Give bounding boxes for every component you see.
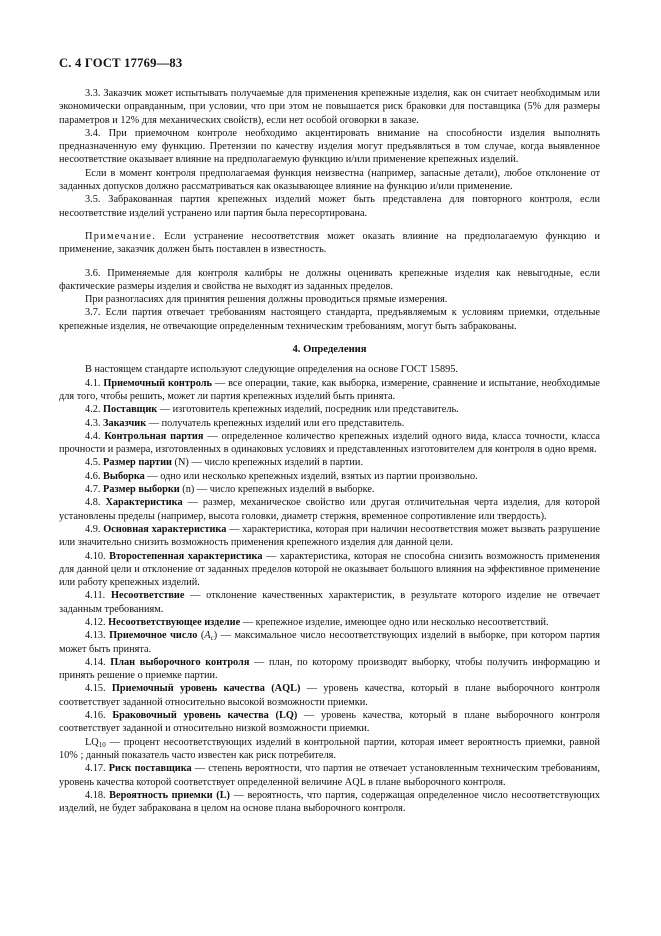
definitions-list bbox=[59, 377, 600, 816]
definition-item: 4.13. Приемочное число $(A_c)$ — максимальное число несоответствующих изделий в выборке, при котором партия может быть принята. bbox=[59, 630, 600, 655]
definition-item bbox=[59, 736, 600, 763]
definition-item bbox=[59, 789, 600, 816]
definition-symbol-sub: c bbox=[210, 634, 214, 643]
definition-text: — план, по которому производят выборку, чтобы получить информацию и принять решение о приемке партии. bbox=[59, 656, 600, 682]
document-body bbox=[59, 87, 600, 815]
paragraph-3-3: 3.3. Заказчик может испытывать получаемые для применения крепежные изделия, как он считает необходимым или экономически оправданным, при условии, что при этом не повышается риск браковки для поставщика (5% для размеры параметров и 12% для механических свойств), если нет особой оговорки в заказе. bbox=[59, 88, 600, 126]
definition-number: 4.15. bbox=[85, 683, 106, 695]
definition-text: — отклонение качественных характеристик, в результате которого изделие не отвечает заданным требованиям. bbox=[59, 590, 600, 615]
section-title: 4. Определения bbox=[292, 344, 367, 356]
definition-lead-sub: 10 bbox=[98, 740, 106, 749]
paragraph-3-6: 3.6. Применяемые для контроля калибры не должны оценивать крепежные изделия как невыгодные, если фактические размеры изделия и свойства не выходят из заданных пределов. bbox=[59, 267, 600, 292]
definition-term: Вероятность приемки (L) bbox=[109, 789, 230, 801]
definition-item bbox=[59, 377, 600, 404]
definition-term: Приемочный уровень качества (AQL) bbox=[111, 683, 301, 695]
definition-term: Несоответствующее изделие bbox=[108, 616, 241, 628]
definition-term: Приемочное число bbox=[109, 630, 198, 642]
definition-symbol: A bbox=[204, 630, 211, 642]
definition-item bbox=[59, 589, 600, 616]
paragraph-3-6-cont: При разногласиях для принятия решения должны проводиться прямые измерения. bbox=[85, 294, 448, 306]
definition-text: — процент несоответствующих изделий в контрольной партии, которая имеет вероятность приемки, равной 10% ; данный показатель часто известен как риск потребителя. bbox=[59, 736, 600, 761]
definition-text: — максимальное число несоответствующих изделий в выборке, при котором партия может быть принята. bbox=[59, 630, 600, 655]
definition-text: — изготовитель крепежных изделий, посредник или представитель. bbox=[157, 404, 459, 416]
definition-number: 4.11. bbox=[85, 590, 106, 602]
definition-term: Характеристика bbox=[105, 497, 183, 509]
definition-term: Основная характеристика bbox=[103, 523, 227, 535]
note-text: Если устранение несоответствия может оказать влияние на предполагаемую функцию и применение, заказчик должен быть поставлен в известность. bbox=[59, 230, 600, 256]
definition-term: План выборочного контроля bbox=[110, 656, 250, 668]
definition-term: Второстепенная характеристика bbox=[109, 550, 263, 562]
definition-item bbox=[59, 523, 600, 550]
definition-item bbox=[59, 709, 600, 736]
definition-item bbox=[59, 403, 600, 416]
definition-item bbox=[59, 470, 600, 483]
definition-text: — уровень качества, который в плане выборочного контроля соответствует заданной и относительно низкой возможности приемки. bbox=[59, 710, 601, 735]
definition-number: 4.16. bbox=[85, 710, 106, 722]
definition-number: 4.13. bbox=[85, 630, 106, 642]
definition-text: — характеристика, которая при наличии несоответствия может вызвать разрушение или значительно снизить возможность применения крепежного изделия для данной цели. bbox=[59, 523, 601, 549]
definition-text: (N) — число крепежных изделий в партии. bbox=[171, 457, 364, 469]
definition-text: — характеристика, которая не способна снизить возможность применения для данной цели и отклонение от заданных пределов которой не оказывает большого влияния на эффективное применение или работу крепежных изделий. bbox=[59, 550, 601, 589]
note-label: Примечание. bbox=[85, 230, 157, 242]
definition-term: Заказчик bbox=[103, 417, 147, 429]
paragraph-3-4: 3.4. При приемочном контроле необходимо акцентировать внимание на способности изделия выполнять предназначенную ему функцию. Претензии по качеству изделия могут предъявляться в том случае, когда выявленное несоответствие оказывает влияние на предполагаемую функцию и/или применение крепежных изделий. bbox=[59, 127, 600, 166]
definition-item bbox=[59, 656, 600, 683]
definition-number: 4.18. bbox=[85, 789, 106, 801]
definition-number: 4.7. bbox=[85, 484, 101, 496]
definition-number: 4.14. bbox=[85, 656, 106, 668]
definition-number: 4.17. bbox=[85, 763, 106, 775]
definition-text: (n) — число крепежных изделий в выборке. bbox=[179, 484, 375, 496]
definition-lead: LQ bbox=[85, 736, 99, 748]
definition-text: — крепежное изделие, имеющее одно или несколько несоответствий. bbox=[240, 616, 549, 628]
definition-term: Размер выборки bbox=[103, 484, 180, 496]
definition-term: Выборка bbox=[103, 470, 145, 482]
definition-term: Контрольная партия bbox=[104, 430, 204, 442]
definition-item bbox=[59, 682, 600, 709]
note-paragraph bbox=[59, 230, 600, 257]
paragraph-3-4-cont: Если в момент контроля предполагаемая функция неизвестна (например, запасные детали), любое отклонение от заданных допусков должно рассматриваться как оказывающее влияние на функцию и/или применение. bbox=[59, 167, 600, 193]
definition-number: 4.6. bbox=[85, 470, 101, 482]
definition-term: Поставщик bbox=[103, 404, 158, 416]
definition-item bbox=[59, 430, 600, 457]
definition-text: — все операции, такие, как выборка, измерение, сравнение и испытание, необходимые для того, чтобы решить, может ли партия крепежных изделий быть принята. bbox=[59, 377, 600, 402]
definition-text: — уровень качества, который в плане выборочного контроля соответствует заданной относительно высокой возможности приемки. bbox=[59, 683, 601, 708]
definition-number: 4.8. bbox=[85, 497, 101, 509]
definition-number: 4.10. bbox=[85, 550, 106, 562]
definition-item bbox=[59, 483, 600, 496]
definition-term: Риск поставщика bbox=[108, 763, 192, 775]
definition-term: Несоответствие bbox=[110, 590, 185, 602]
definition-number: 4.12. bbox=[85, 616, 106, 628]
definition-item bbox=[59, 417, 600, 430]
definition-text: — размер, механическое свойство или другая отличительная черта изделия, для которой установлены пределы (например, высота головки, диаметр стержня, временное сопротивление или твердость). bbox=[59, 497, 601, 522]
definition-term: Браковочный уровень качества (LQ) bbox=[112, 710, 298, 722]
definition-number: 4.2. bbox=[85, 404, 101, 416]
definition-item bbox=[59, 762, 600, 789]
definition-term: Размер партии bbox=[103, 457, 172, 469]
definition-text: — определенное количество крепежных изделий одного вида, класса точности, класса прочности и размера, изготовленных в одинаковых условиях и представленных изготовителем для контроля в одно время. bbox=[59, 430, 601, 456]
definition-number: 4.5. bbox=[85, 457, 101, 469]
definition-number: 4.9. bbox=[85, 523, 101, 535]
paragraph-3-7: 3.7. Если партия отвечает требованиям настоящего стандарта, предъявляемым к условиям приемки, отдельные крепежные изделия, не отвечающие определенным техническим требованиям, могут быть забракованы. bbox=[59, 307, 600, 332]
definition-text: — степень вероятности, что партия не отвечает установленным техническим требованиям, уровень качества которой соответствует определенной величине AQL в плане выборочного контроля. bbox=[59, 763, 600, 788]
page-header: С. 4 ГОСТ 17769—83 bbox=[59, 56, 183, 70]
definition-number: 4.1. bbox=[85, 377, 101, 389]
definition-text: — вероятность, что партия, содержащая определенное число несоответствующих изделий, не будет забракована в целом на основе плана выборочного контроля. bbox=[59, 789, 600, 815]
definition-text: — получатель крепежных изделий или его представитель. bbox=[146, 417, 405, 429]
definition-item bbox=[59, 456, 600, 469]
definition-number: 4.4. bbox=[85, 430, 101, 442]
definition-text: — одно или несколько крепежных изделий, взятых из партии произвольно. bbox=[144, 470, 478, 482]
definition-item bbox=[59, 550, 600, 590]
section-intro: В настоящем стандарте используют следующие определения на основе ГОСТ 15895. bbox=[85, 364, 458, 376]
definition-term: Приемочный контроль bbox=[103, 377, 212, 389]
definition-number: 4.3. bbox=[85, 417, 101, 429]
paragraph-3-5: 3.5. Забракованная партия крепежных изделий может быть представлена для повторного контроля, если несоответствие изделий устранено или партия была пересортирована. bbox=[59, 194, 600, 219]
definition-item bbox=[59, 616, 600, 629]
definition-item bbox=[59, 496, 600, 523]
